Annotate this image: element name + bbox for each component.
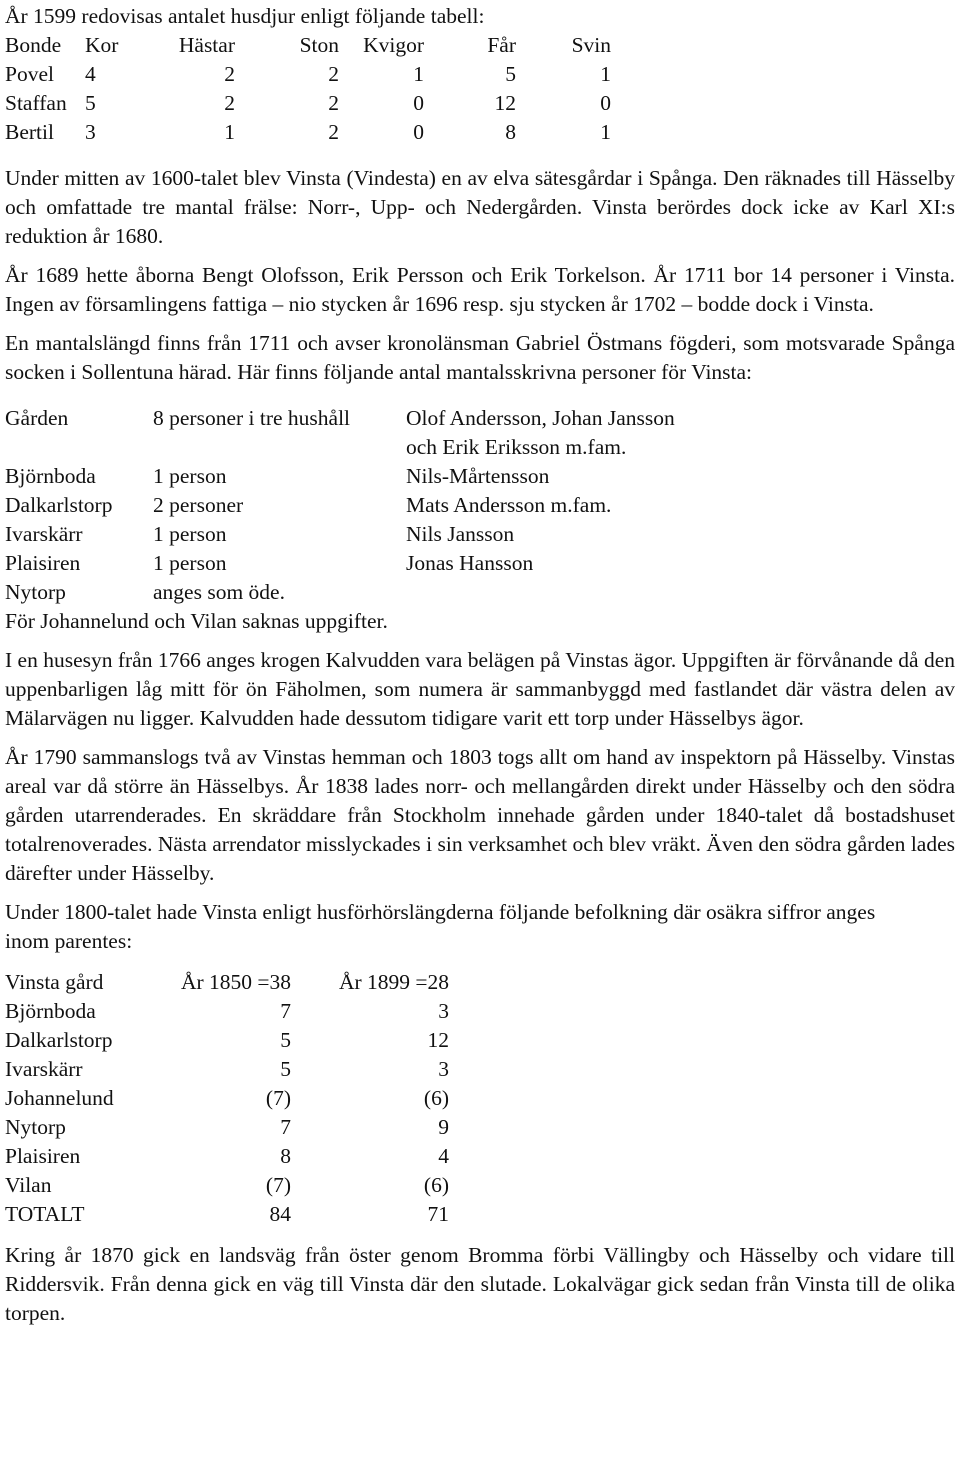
census-names: Olof Andersson, Johan Jansson [406,406,675,430]
population-cell: Ivarskärr [5,1057,83,1081]
population-header: År 1850 =38 [180,970,291,994]
census-names: Nils-Mårtensson [406,464,550,488]
population-header-row [5,968,449,997]
population-cell: (7) [265,1173,291,1197]
livestock-cell: 3 [85,120,96,144]
census-count: 1 person [153,551,227,575]
population-cell: 84 [269,1202,291,1226]
livestock-header: Bonde [5,33,62,57]
livestock-cell: 0 [600,91,611,115]
livestock-cell: Bertil [5,120,54,144]
population-cell: 71 [427,1202,449,1226]
livestock-cell: 2 [328,62,339,86]
livestock-header: Hästar [178,33,235,57]
census-names: och Erik Eriksson m.fam. [406,435,627,459]
livestock-cell: Povel [5,62,54,86]
population-header: Vinsta gård [5,970,104,994]
livestock-cell: 5 [85,91,96,115]
table-row [5,433,675,462]
document-page [5,2,955,1328]
livestock-cell: Staffan [5,91,67,115]
table-row [5,118,611,147]
table-row [5,1200,449,1229]
livestock-cell: 2 [224,62,235,86]
census-names: Mats Andersson m.fam. [406,493,612,517]
population-cell: Plaisiren [5,1144,81,1168]
livestock-cell: 5 [505,62,516,86]
census-count: 1 person [153,522,227,546]
livestock-cell: 2 [224,91,235,115]
livestock-header: Ston [299,33,339,57]
table-row [5,89,611,118]
livestock-header: Svin [571,33,611,57]
paragraph-1800s: Under 1800-talet hade Vinsta enligt husförhörslängderna följande befolkning där osäkra siffror anges inom parentes: [5,900,876,953]
paragraph-1600s: Under mitten av 1600-talet blev Vinsta (Vindesta) en av elva sätesgårdar i Spånga. Den räknades till Hässelby och omfattade tre mantal frälse: Norr-, Upp- och Nedergården. Vinsta berördes dock icke av Karl XI:s reduktion år 1680. [5,166,955,248]
livestock-cell: 0 [413,91,424,115]
population-cell: 7 [280,999,291,1023]
livestock-cell: 4 [85,62,96,86]
population-cell: 7 [280,1115,291,1139]
population-cell: 4 [438,1144,449,1168]
table-row [5,549,675,578]
census-place: Dalkarlstorp [5,493,113,517]
population-cell: TOTALT [5,1202,85,1226]
table-row [5,1142,449,1171]
census-place: Björnboda [5,464,96,488]
livestock-cell: 2 [328,120,339,144]
table-row [5,1026,449,1055]
population-cell: 3 [438,1057,449,1081]
intro-1599: År 1599 redovisas antalet husdjur enligt följande tabell: [5,4,485,28]
census-count: anges som öde. [153,580,285,604]
livestock-header: Får [487,33,516,57]
livestock-cell: 1 [224,120,235,144]
census-count: 8 personer i tre hushåll [153,406,351,430]
census-place [5,433,153,462]
population-cell: 5 [280,1057,291,1081]
table-row [5,997,449,1026]
livestock-cell: 1 [600,120,611,144]
livestock-cell: 12 [494,91,516,115]
census-count: 1 person [153,464,227,488]
paragraph-1689: År 1689 hette åborna Bengt Olofsson, Erik Persson och Erik Torkelson. År 1711 bor 14 personer i Vinsta. Ingen av församlingens fattiga – nio stycken år 1696 resp. sju stycken år 1702 – bodde dock i Vinsta. [5,263,955,316]
population-cell: (6) [423,1173,449,1197]
census-names: Nils Jansson [406,522,515,546]
table-row [5,462,675,491]
census-count: 2 personer [153,493,244,517]
paragraph-mantalslangd: En mantalslängd finns från 1711 och avser kronolänsman Gabriel Östmans fögderi, som motsvarade Spånga socken i Sollentuna härad. Här finns följande antal mantalsskrivna personer för Vinsta: [5,331,955,384]
population-cell: Vilan [5,1173,52,1197]
census-place: Plaisiren [5,551,81,575]
population-cell: Johannelund [5,1086,114,1110]
population-table [5,968,449,1229]
census-place: Gården [5,406,69,430]
paragraph-1790: År 1790 sammanslogs två av Vinstas hemman och 1803 togs allt om hand av inspektorn på Hässelby. Vinstas areal var då större än Hässelbys. År 1838 lades norr- och mellangården direkt under Hässelby och den södra gården utarrenderades. En skräddare från Stockholm innehade gården under 1840-talet då bostadshuset totalrenoverades. Nästa arrendator misslyckades i sin verksamhet och blev vräkt. Även den södra gården lades därefter under Hässelby. [5,745,955,885]
population-cell: 5 [280,1028,291,1052]
population-cell: 8 [280,1144,291,1168]
table-row [5,491,675,520]
table-row [5,1055,449,1084]
livestock-cell: 1 [600,62,611,86]
census-place: Nytorp [5,580,66,604]
table-row [5,60,611,89]
table-row [5,1171,449,1200]
table-row [5,1084,449,1113]
table-row [5,578,675,607]
census-names [406,578,675,607]
livestock-header: Kor [85,33,119,57]
livestock-cell: 2 [328,91,339,115]
livestock-cell: 1 [413,62,424,86]
livestock-header-row [5,31,611,60]
paragraph-1766: I en husesyn från 1766 anges krogen Kalvudden vara belägen på Vinstas ägor. Uppgiften är förvånande då den uppenbarligen låg mitt för ön Fäholmen, som numera är sammanbyggd med fastlandet där västra delen av Mälarvägen nu ligger. Kalvudden hade dessutom tidigare varit ett torp under Hässelbys ägor. [5,648,955,730]
population-cell: 9 [438,1115,449,1139]
table-row [5,520,675,549]
population-cell: 3 [438,999,449,1023]
population-cell: Nytorp [5,1115,66,1139]
census-names: Jonas Hansson [406,551,534,575]
table-row [5,1113,449,1142]
population-cell: Dalkarlstorp [5,1028,113,1052]
census-1711-table [5,404,675,607]
population-cell: (7) [265,1086,291,1110]
livestock-table [5,31,611,147]
census-place: Ivarskärr [5,522,83,546]
population-cell: Björnboda [5,999,96,1023]
population-cell: 12 [427,1028,449,1052]
paragraph-1870: Kring år 1870 gick en landsväg från öster genom Bromma förbi Vällingby och Hässelby och vidare till Riddersvik. Från denna gick en väg till Vinsta där den slutade. Lokalvägar gick sedan från Vinsta till de olika torpen. [5,1243,955,1325]
livestock-cell: 0 [413,120,424,144]
census-note: För Johannelund och Vilan saknas uppgifter. [5,609,388,633]
livestock-header: Kvigor [363,33,424,57]
census-count [153,433,406,462]
population-header: År 1899 =28 [338,970,449,994]
table-row [5,404,675,433]
population-cell: (6) [423,1086,449,1110]
livestock-cell: 8 [505,120,516,144]
